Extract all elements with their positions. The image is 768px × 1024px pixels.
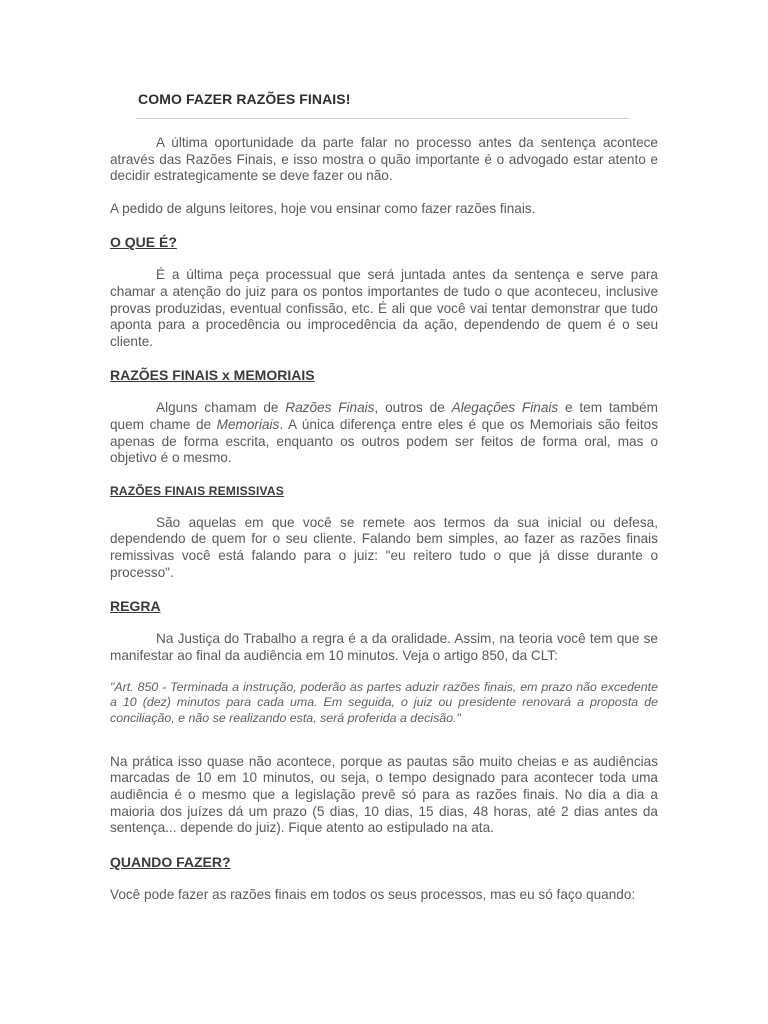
intro-paragraph: A última oportunidade da parte falar no processo antes da sentença acontece através das Razões Finais, e isso mostra o quão importante é o advogado estar atento e decidir estrategicamente se deve fazer ou não. <box>110 135 658 184</box>
intro-note: A pedido de alguns leitores, hoje vou ensinar como fazer razões finais. <box>110 200 536 216</box>
heading-memoriais: RAZÕES FINAIS x MEMORIAIS <box>110 367 315 384</box>
memoriais-text-2: , outros de <box>374 400 452 416</box>
memoriais-term-alegacoes: Alegações Finais <box>451 400 559 416</box>
memoriais-text-4: . A única diferença entre eles é que os Memoriais são feitos apenas de forma escrita, enquanto os outros podem ser feitos de forma oral, mas o objetivo é o mesmo. <box>110 416 658 466</box>
paragraph-quando-fazer: Você pode fazer as razões finais em todos os seus processos, mas eu só faço quando: <box>110 886 636 902</box>
paragraph-o-que-e: É a última peça processual que será juntada antes da sentença e serve para chamar a atenção do juiz para os pontos importantes de tudo o que aconteceu, inclusive provas produzidas, eventual confissão, etc. É ali que você vai tentar demonstrar que tudo aponta para a procedência ou improcedência da ação, dependendo de quem é o seu cliente. <box>110 267 658 349</box>
heading-regra: REGRA <box>110 598 161 615</box>
heading-o-que-e: O QUE É? <box>110 234 177 251</box>
memoriais-term-memoriais: Memoriais <box>216 416 280 432</box>
paragraph-remissivas: São aquelas em que você se remete aos termos da sua inicial ou defesa, dependendo de quem for o seu cliente. Falando bem simples, ao fazer as razões finais remissivas você está falando para o juiz: "eu reitero tudo o que já disse durante o processo". <box>110 514 658 580</box>
article-850-quote: "Art. 850 - Terminada a instrução, poderão as partes aduzir razões finais, em prazo não excedente a 10 (dez) minutos para cada uma. Em seguida, o juiz ou presidente renovará a proposta de conciliação, e não se realizando esta, será proferida a decisão." <box>110 680 658 725</box>
title-divider <box>136 118 629 119</box>
heading-quando-fazer: QUANDO FAZER? <box>110 853 231 870</box>
memoriais-term-razoes: Razões Finais <box>285 400 375 416</box>
paragraph-regra: Na Justiça do Trabalho a regra é a da oralidade. Assim, na teoria você tem que se manifestar ao final da audiência em 10 minutos. Veja o artigo 850, da CLT: <box>110 631 658 663</box>
memoriais-text-3: e tem também quem chame de <box>110 400 658 432</box>
document-body <box>110 135 658 919</box>
paragraph-memoriais <box>110 400 658 466</box>
paragraph-regra-pratica: Na prática isso quase não acontece, porque as pautas são muito cheias e as audiências marcadas de 10 em 10 minutos, ou seja, o tempo designado para acontecer toda uma audiência é o mesmo que a legislação prevê só para as razões finais. No dia a dia a maioria dos juízes dá um prazo (5 dias, 10 dias, 15 dias, 48 horas, até 2 dias antes da sentença... depende do juiz). Fique atento ao estipulado na ata. <box>110 753 658 836</box>
heading-remissivas: RAZÕES FINAIS REMISSIVAS <box>110 483 284 498</box>
memoriais-text-1: Alguns chamam de <box>156 400 286 416</box>
page-title: COMO FAZER RAZÕES FINAIS! <box>138 91 351 107</box>
